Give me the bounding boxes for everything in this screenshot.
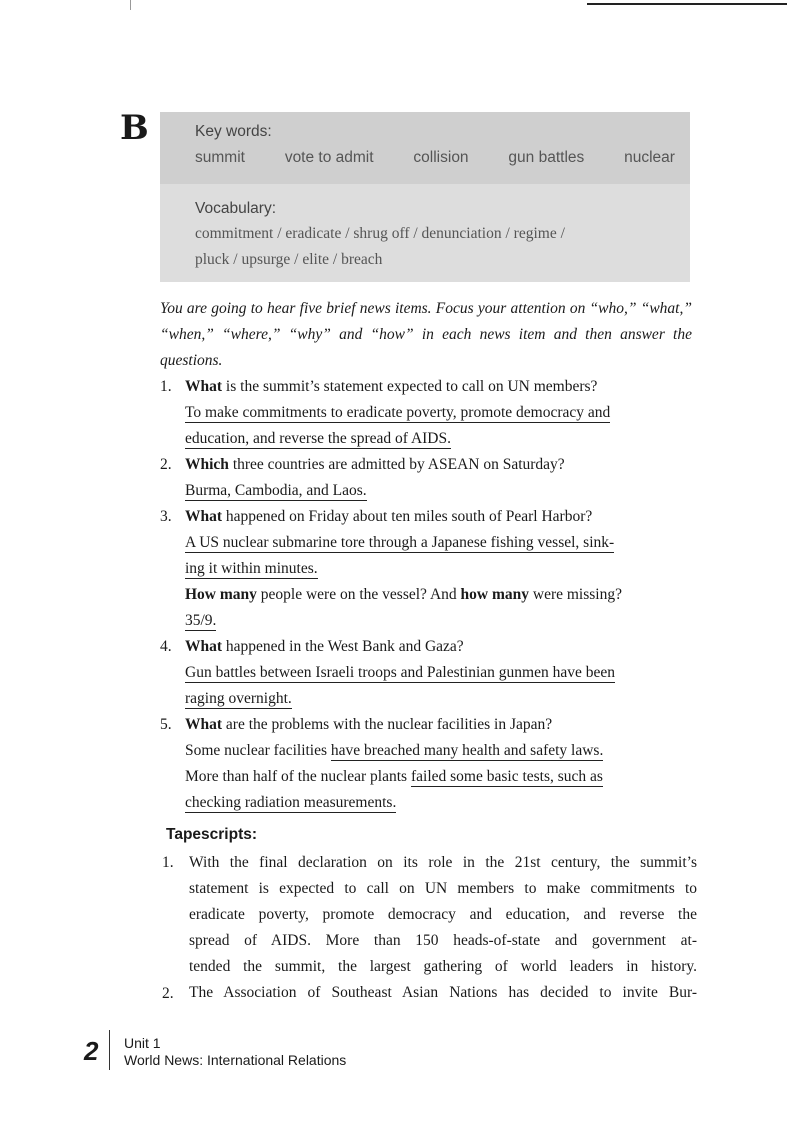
- answer-3-sub: [185, 608, 216, 634]
- answer-plain: Some nuclear facilities: [185, 742, 331, 759]
- tapescripts-title: Tapescripts:: [166, 826, 258, 843]
- tapescript-1-line-5: tended the summit, the largest gathering of world leaders in history.: [189, 958, 697, 975]
- question-text: [185, 374, 597, 400]
- tapescript-1-line-2: statement is expected to call on UN members to make commitments to: [189, 880, 697, 897]
- answer-3-line-1: [185, 530, 614, 556]
- question-text: [185, 634, 464, 660]
- tapescript-1-line-3: eradicate poverty, promote democracy and education, and reverse the: [189, 906, 697, 923]
- question-keyword: What: [185, 638, 223, 655]
- answer-text: 35/9.: [185, 612, 217, 629]
- answer-5-line-1: [185, 738, 603, 764]
- answer-text: Gun battles between Israeli troops and Palestinian gunmen have been: [185, 664, 615, 681]
- answer-text: raging overnight.: [185, 690, 292, 707]
- question-text: [185, 712, 552, 738]
- section-letter: B: [120, 108, 149, 148]
- question-rest: were missing?: [529, 586, 622, 603]
- tapescript-1-line-4: spread of AIDS. More than 150 heads-of-state and government at-: [189, 932, 697, 949]
- question-number: 2.: [160, 456, 172, 473]
- answer-4-line-1: [185, 660, 615, 686]
- footer-divider: [109, 1030, 110, 1070]
- question-number: 5.: [160, 716, 172, 733]
- answer-5-line-3: [185, 790, 396, 816]
- key-word: summit: [195, 149, 245, 166]
- question-rest: are the problems with the nuclear facilities in Japan?: [222, 716, 553, 733]
- answer-5-line-2: [185, 764, 603, 790]
- answer-text: A US nuclear submarine tore through a Japanese fishing vessel, sink-: [185, 534, 615, 551]
- answer-text: To make commitments to eradicate poverty, promote democracy and: [185, 404, 611, 421]
- answer-1-line-2: [185, 426, 451, 452]
- question-rest: is the summit’s statement expected to call on UN members?: [222, 378, 598, 395]
- answer-text: failed some basic tests, such as: [410, 768, 603, 785]
- key-word: collision: [413, 149, 469, 166]
- key-word: nuclear: [624, 149, 675, 166]
- header-rule: [587, 3, 787, 5]
- answer-2: [185, 478, 367, 504]
- question-rest: people were on the vessel? And: [256, 586, 461, 603]
- answer-4-line-2: [185, 686, 292, 712]
- vocabulary-line-1: commitment / eradicate / shrug off / denunciation / regime /: [195, 225, 565, 242]
- vocabulary-line-2: pluck / upsurge / elite / breach: [195, 251, 383, 268]
- question-keyword: Which: [185, 456, 229, 473]
- tapescript-2-line-1: The Association of Southeast Asian Nations has decided to invite Bur-: [189, 984, 697, 1001]
- answer-text: ing it within minutes.: [185, 560, 318, 577]
- key-words-label: Key words:: [195, 123, 272, 140]
- question-keyword: What: [185, 716, 223, 733]
- question-keyword: What: [185, 508, 223, 525]
- question-text: [185, 504, 592, 530]
- answer-text: checking radiation measurements.: [185, 794, 397, 811]
- answer-3-line-2: [185, 556, 318, 582]
- answer-text: Burma, Cambodia, and Laos.: [185, 482, 367, 499]
- top-tick: [130, 0, 131, 10]
- answer-text: have breached many health and safety laws.: [330, 742, 604, 759]
- tapescript-number: 2.: [162, 985, 174, 1002]
- key-words-box: [160, 112, 690, 282]
- instructions: You are going to hear five brief news items. Focus your attention on “who,” “what,” “when,” “where,” “why” and “how” in each news item and then answer the questions.: [160, 300, 692, 369]
- question-keyword: What: [185, 378, 223, 395]
- footer-title: World News: International Relations: [124, 1052, 347, 1068]
- question-number: 4.: [160, 638, 172, 655]
- question-rest: three countries are admitted by ASEAN on Saturday?: [228, 456, 565, 473]
- answer-plain: More than half of the nuclear plants: [185, 768, 411, 785]
- page-number: 2: [84, 1036, 99, 1066]
- answer-1-line-1: [185, 400, 610, 426]
- footer-unit: Unit 1: [124, 1035, 161, 1051]
- key-words-list: [195, 149, 675, 167]
- tapescript-number: 1.: [162, 854, 174, 871]
- question-keyword: how many: [460, 586, 529, 603]
- question-number: 3.: [160, 508, 172, 525]
- question-keyword: How many: [185, 586, 257, 603]
- tapescript-1-line-1: With the final declaration on its role in the 21st century, the summit’s: [189, 854, 697, 871]
- question-number: 1.: [160, 378, 172, 395]
- question-rest: happened on Friday about ten miles south of Pearl Harbor?: [222, 508, 593, 525]
- question-text: [185, 452, 565, 478]
- key-word: gun battles: [508, 149, 585, 166]
- key-word: vote to admit: [284, 149, 374, 166]
- vocabulary-label: Vocabulary:: [195, 200, 276, 217]
- question-3-sub: [185, 582, 622, 608]
- answer-text: education, and reverse the spread of AIDS.: [185, 430, 451, 447]
- question-rest: happened in the West Bank and Gaza?: [222, 638, 464, 655]
